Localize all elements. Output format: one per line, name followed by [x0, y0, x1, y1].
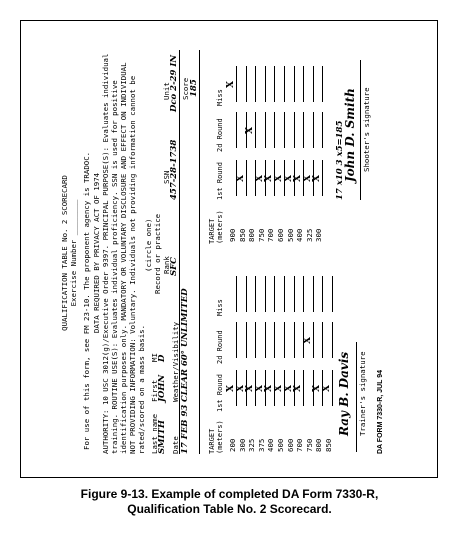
- form-subtitle: Exercise Number ________: [69, 199, 78, 307]
- left-miss-blank-line: [294, 276, 295, 312]
- right-miss-blank-line: [265, 66, 266, 102]
- right-miss-blank-line: [236, 66, 237, 102]
- right-miss-blank-line: [322, 66, 323, 102]
- shooter-signature-label: Shooter's signature: [362, 87, 371, 172]
- score-value: 185: [189, 79, 199, 97]
- rank-label: Rank: [162, 256, 171, 274]
- left-r1-mark: X: [235, 385, 246, 392]
- left-row-meters: 600: [285, 438, 295, 452]
- right-r1-mark: X: [274, 175, 284, 182]
- rank-value: SFC: [169, 257, 179, 276]
- unit-value: Dco 2-29 IN: [169, 54, 179, 112]
- left-r1-mark: X: [274, 385, 284, 392]
- right-row-meters: 900: [228, 228, 237, 242]
- scorecard-form: [58, 44, 388, 462]
- left-row-meters: 200: [228, 438, 237, 452]
- right-target-header: TARGET: [208, 218, 216, 244]
- left-2d-header: 2d Round: [216, 330, 224, 364]
- privacy-heading: DATA REQUIRED BY PRIVACY ACT OF 1974: [92, 172, 101, 334]
- right-row-meters: 800: [247, 228, 257, 242]
- right-row-meters: 325: [304, 228, 314, 242]
- date-label: Date: [171, 436, 180, 454]
- left-r1-mark: X: [254, 385, 265, 392]
- left-miss-blank-line: [274, 276, 275, 312]
- score-tally: 17 x10 3 x5=185: [335, 120, 345, 200]
- left-row-meters: 400: [266, 438, 276, 452]
- right-r1-blank-line: [322, 160, 323, 196]
- header-row2-rule: [199, 50, 200, 454]
- left-r1-mark: X: [293, 385, 304, 392]
- left-row-meters: 375: [256, 438, 266, 452]
- left-miss-blank-line: [246, 276, 247, 312]
- left-miss-header: Miss: [216, 299, 224, 316]
- right-row-meters: 750: [256, 228, 266, 242]
- left-row-meters: 850: [324, 438, 333, 452]
- caption-line-1: Figure 9-13. Example of completed DA Form 7330-R,: [80, 487, 379, 501]
- ssn-label: SSN: [162, 170, 171, 184]
- right-1st-header: 1st Round: [216, 162, 224, 200]
- left-row-meters: 800: [314, 438, 324, 452]
- right-r1-mark: X: [283, 175, 294, 182]
- right-r1-mark: X: [312, 175, 323, 182]
- last-name-value: SMITH: [157, 420, 167, 454]
- right-r2-blank-line: [322, 112, 323, 148]
- right-row-meters: 500: [285, 228, 295, 242]
- left-r1-mark: X: [283, 385, 294, 392]
- right-r2-mark: X: [245, 127, 256, 134]
- left-r1-blank-line: [332, 370, 333, 406]
- trainer-signature: Ray B. Davis: [337, 351, 351, 436]
- left-row-meters: 700: [295, 438, 305, 452]
- right-row-meters: 700: [266, 228, 276, 242]
- left-r2-blank-line: [284, 322, 285, 358]
- mi-label: MI: [150, 353, 159, 362]
- left-row-meters: 500: [276, 438, 285, 452]
- left-r2-blank-line: [265, 322, 266, 358]
- right-miss-blank-line: [274, 66, 275, 102]
- record-or-practice: Record or practice: [153, 213, 162, 294]
- left-r1-mark: X: [312, 385, 323, 392]
- weather-value: CLEAR 60° UNLIMITED: [180, 288, 190, 402]
- left-r2-blank-line: [255, 322, 256, 358]
- form-title: QUALIFICATION TABLE No. 2 SCORECARD: [60, 175, 69, 331]
- ssn-value: 457-28-1738: [169, 139, 179, 200]
- left-miss-blank-line: [236, 276, 237, 312]
- left-meters-header: (meters): [216, 420, 224, 454]
- right-miss-blank-line: [246, 66, 247, 102]
- left-r2-blank-line: [313, 322, 314, 358]
- right-r2-blank-line: [236, 112, 237, 148]
- right-r1-blank-line: [246, 160, 247, 196]
- right-r2-blank-line: [303, 112, 304, 148]
- left-miss-blank-line: [303, 276, 304, 312]
- form-number: DA FORM 7330-R, JUL 94: [377, 369, 384, 454]
- left-r1-blank-line: [303, 370, 304, 406]
- shooter-signature: John D. Smith: [343, 88, 357, 182]
- shooter-signature-line: [360, 60, 361, 200]
- caption-line-2: Qualification Table No. 2 Scorecard.: [127, 502, 332, 516]
- left-r2-blank-line: [274, 322, 275, 358]
- right-r1-mark: X: [264, 175, 275, 182]
- right-miss-blank-line: [313, 66, 314, 102]
- left-r1-mark: X: [245, 385, 256, 392]
- left-r1-mark: X: [322, 385, 332, 392]
- right-miss-header: Miss: [216, 89, 224, 106]
- right-r2-blank-line: [255, 112, 256, 148]
- right-row-meters: 600: [276, 228, 285, 242]
- first-label: First: [150, 379, 159, 402]
- right-r2-blank-line: [274, 112, 275, 148]
- right-meters-header: (meters): [216, 210, 224, 244]
- trainer-signature-label: Trainer's signature: [358, 351, 367, 436]
- privacy-text: AUTHORITY: 10 USC 3012(g)/Executive Order 9397. PRINCIPAL PURPOSE(S): Evaluates individual training. ROUTINE USE(S): Evaluates individual proficiency. SSN is used for positive identification purposes only. MANDATORY OR VOLUNTARY DISCLOSURE AND EFFECT ON INDIVIDUAL NOT PROVIDING INFORMATION: Voluntary. Individuals not providing information cannot be rated/scored on a mass basis.: [101, 53, 146, 454]
- left-r2-blank-line: [294, 322, 295, 358]
- left-r2-mark: X: [302, 337, 313, 344]
- right-r1-mark: X: [302, 175, 313, 182]
- left-r2-blank-line: [246, 322, 247, 358]
- right-r2-blank-line: [294, 112, 295, 148]
- right-r2-blank-line: [265, 112, 266, 148]
- left-miss-blank-line: [313, 276, 314, 312]
- right-r1-mark: X: [254, 175, 265, 182]
- right-miss-blank-line: [284, 66, 285, 102]
- right-r2-blank-line: [313, 112, 314, 148]
- right-miss-blank-line: [255, 66, 256, 102]
- date-value: 17 FEB 93: [180, 404, 190, 454]
- trainer-signature-line: [356, 342, 357, 452]
- left-miss-blank-line: [265, 276, 266, 312]
- right-row-meters: 400: [295, 228, 305, 242]
- right-r1-mark: X: [293, 175, 304, 182]
- proponent-text: For use of this form, see FM 23-10. The proponent agency is TRADOC.: [82, 151, 91, 450]
- circle-one-label: (circle one): [144, 218, 153, 272]
- left-miss-blank-line: [255, 276, 256, 312]
- left-miss-blank-line: [332, 276, 333, 312]
- right-row-meters: 850: [237, 228, 247, 242]
- left-row-meters: 750: [304, 438, 314, 452]
- right-miss-blank-line: [303, 66, 304, 102]
- right-2d-header: 2d Round: [216, 118, 224, 152]
- unit-label: Unit: [162, 82, 171, 100]
- first-value: JOHN: [157, 374, 167, 402]
- left-r1-mark: X: [264, 385, 275, 392]
- left-row-meters: 300: [237, 438, 247, 452]
- left-miss-blank-line: [284, 276, 285, 312]
- figure-caption: [0, 487, 459, 517]
- left-row-meters: 325: [247, 438, 257, 452]
- left-target-header: TARGET: [208, 428, 216, 454]
- right-r1-mark: X: [235, 175, 246, 182]
- weather-label: Weather/Visibility: [171, 321, 180, 402]
- left-r2-blank-line: [322, 322, 323, 358]
- right-miss-mark: X: [226, 81, 236, 88]
- left-r2-blank-line: [236, 322, 237, 358]
- left-1st-header: 1st Round: [216, 374, 224, 412]
- right-row-meters: 300: [314, 228, 324, 242]
- right-miss-blank-line: [294, 66, 295, 102]
- last-name-label: Last name: [150, 413, 159, 454]
- mi-value: D: [157, 354, 167, 362]
- right-r2-blank-line: [284, 112, 285, 148]
- left-r2-blank-line: [332, 322, 333, 358]
- left-miss-blank-line: [322, 276, 323, 312]
- score-label: Score: [181, 77, 190, 100]
- left-r1-mark: X: [226, 385, 236, 392]
